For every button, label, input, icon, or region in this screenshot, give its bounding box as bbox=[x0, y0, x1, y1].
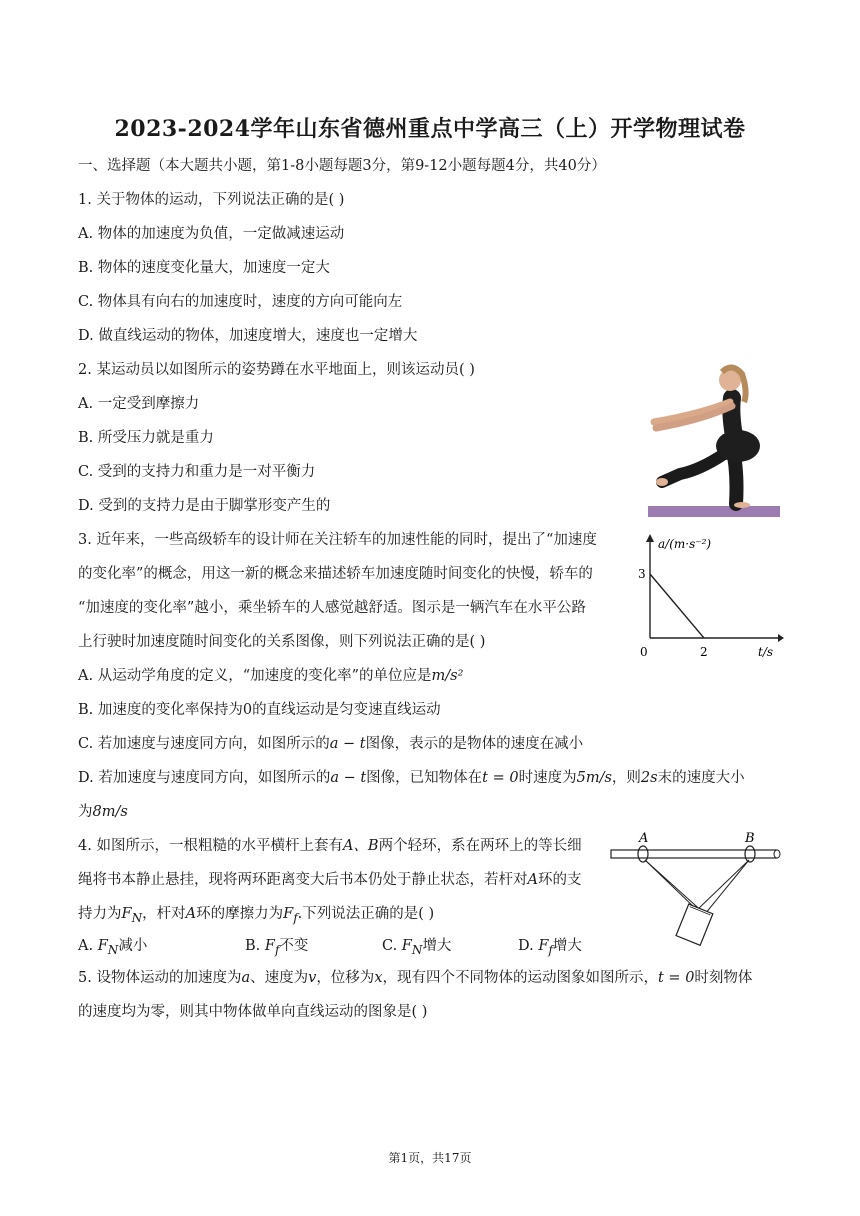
label-a: A bbox=[639, 831, 649, 846]
q4-line-2: 绳将书本静止悬挂，现将两环距离变大后书本仍处于静止状态，若杆对A环的支 bbox=[78, 872, 582, 888]
q5-line-1: 5. 设物体运动的加速度为a、速度为v，位移为x，现有四个不同物体的运动图象如图所示，t = 0时刻物体 bbox=[78, 970, 753, 986]
yoga-mat bbox=[648, 506, 780, 517]
q4-line-3: 持力为$F_N$，杆对A环的摩擦力为$F_f$.下列说法正确的是( ) bbox=[78, 906, 435, 925]
q1-option-a: A. 物体的加速度为负值，一定做减速运动 bbox=[78, 226, 345, 242]
q1-option-c: C. 物体具有向右的加速度时，速度的方向可能向左 bbox=[78, 294, 403, 310]
q2-option-d: D. 受到的支持力是由于脚掌形变产生的 bbox=[78, 498, 331, 514]
q3-option-c: C. 若加速度与速度同方向，如图所示的a − t图像，表示的是物体的速度在减小 bbox=[78, 736, 584, 752]
horizontal-rod bbox=[611, 850, 777, 858]
label-b: B bbox=[745, 831, 755, 846]
q4-line-1: 4. 如图所示，一根粗糙的水平横杆上套有A、B两个轻环，系在两环上的等长细 bbox=[78, 838, 582, 854]
section-heading: 一、选择题（本大题共小题，第1-8小题每题3分，第9-12小题每题4分，共40分） bbox=[78, 158, 606, 174]
q2-option-c: C. 受到的支持力和重力是一对平衡力 bbox=[78, 464, 316, 480]
graph-line bbox=[650, 574, 704, 638]
x-tick-2: 2 bbox=[700, 645, 708, 659]
q1-option-b: B. 物体的速度变化量大，加速度一定大 bbox=[78, 260, 330, 276]
x-axis-label: t/s bbox=[758, 645, 774, 659]
q3-line-4: 上行驶时加速度随时间变化的关系图像，则下列说法正确的是( ) bbox=[78, 634, 486, 650]
q4-option-a: A. $F_N$减小 bbox=[78, 938, 148, 957]
q3-line-1: 3. 近年来，一些高级轿车的设计师在关注轿车的加速性能的同时，提出了“加速度 bbox=[78, 532, 597, 548]
q3-line-2: 的变化率”的概念，用这一新的概念来描述轿车加速度随时间变化的快慢，轿车的 bbox=[78, 566, 593, 582]
q5-line-2: 的速度均为零，则其中物体做单向直线运动的图象是( ) bbox=[78, 1004, 428, 1020]
string-right bbox=[697, 860, 749, 910]
athlete-squat-photo bbox=[640, 358, 780, 520]
rod-rings-book-figure bbox=[605, 828, 785, 950]
q1-stem: 1. 关于物体的运动，下列说法正确的是( ) bbox=[78, 192, 345, 208]
page-footer: 第1页，共17页 bbox=[388, 1151, 472, 1165]
acceleration-time-graph bbox=[628, 530, 788, 660]
q4-option-c: C. $F_N$增大 bbox=[382, 938, 452, 957]
y-axis-label: a/(m·s⁻²) bbox=[658, 537, 712, 551]
q2-stem: 2. 某运动员以如图所示的姿势蹲在水平地面上，则该运动员( ) bbox=[78, 362, 475, 378]
q3-line-3: “加速度的变化率”越小，乘坐轿车的人感觉越舒适。图示是一辆汽车在水平公路 bbox=[78, 600, 586, 616]
page-title: 2023-2024学年山东省德州重点中学高三（上）开学物理试卷 bbox=[114, 116, 746, 142]
q4-option-d: D. $F_f$增大 bbox=[518, 938, 582, 957]
y-tick-3: 3 bbox=[638, 567, 646, 581]
q3-option-d-cont: 为8m/s bbox=[78, 804, 128, 820]
ring-b bbox=[745, 846, 755, 862]
q2-option-b: B. 所受压力就是重力 bbox=[78, 430, 214, 446]
ring-a bbox=[638, 846, 648, 862]
q2-option-a: A. 一定受到摩擦力 bbox=[78, 396, 200, 412]
q3-option-b: B. 加速度的变化率保持为0的直线运动是匀变速直线运动 bbox=[78, 702, 441, 718]
q3-option-a: A. 从运动学角度的定义，“加速度的变化率”的单位应是m/s² bbox=[78, 668, 464, 684]
book bbox=[676, 904, 713, 945]
origin-label: 0 bbox=[640, 645, 648, 659]
q1-option-d: D. 做直线运动的物体，加速度增大，速度也一定增大 bbox=[78, 328, 418, 344]
q3-option-d: D. 若加速度与速度同方向，如图所示的a − t图像，已知物体在t = 0时速度为5m/s，则2s末的速度大小 bbox=[78, 770, 745, 786]
q4-option-b: B. $F_f$不变 bbox=[245, 938, 309, 957]
